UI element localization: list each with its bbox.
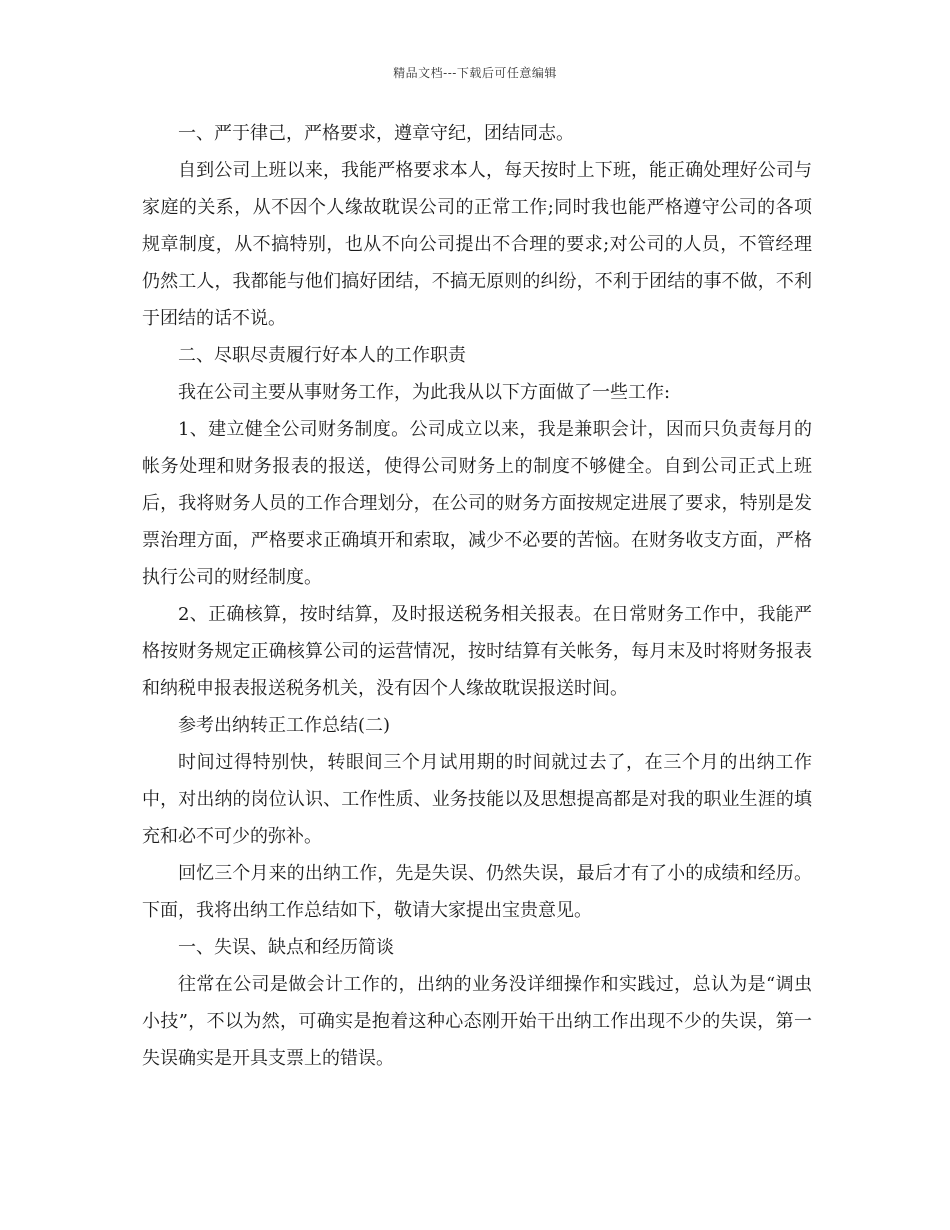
paragraph: 我在公司主要从事财务工作，为此我从以下方面做了一些工作:	[178, 382, 671, 403]
section-heading: 一、失误、缺点和经历简谈	[178, 937, 394, 958]
document-body	[142, 115, 812, 1077]
paragraph: 自到公司上班以来，我能严格要求本人，每天按时上下班，能正确处理好公司与家庭的关系，从不因个人缘故耽误公司的正常工作;同时我也能严格遵守公司的各项规章制度，从不搞特别，也从不向公司提出不合理的要求;对公司的人员，不管经理仍然工人，我都能与他们搞好团结，不搞无原则的纠纷，不利于团结的事不做，不利于团结的话不说。	[142, 160, 812, 329]
paragraph: 1、建立健全公司财务制度。公司成立以来，我是兼职会计，因而只负责每月的帐务处理和财务报表的报送，使得公司财务上的制度不够健全。自到公司正式上班后，我将财务人员的工作合理划分，在公司的财务方面按规定进展了要求，特别是发票治理方面，严格要求正确填开和索取，减少不必要的苦恼。在财务收支方面，严格执行公司的财经制度。	[142, 419, 812, 588]
section-title: 参考出纳转正工作总结(二)	[178, 715, 391, 736]
paragraph: 2、正确核算，按时结算，及时报送税务相关报表。在日常财务工作中，我能严格按财务规定正确核算公司的运营情况，按时结算有关帐务，每月末及时将财务报表和纳税申报表报送税务机关，没有因个人缘故耽误报送时间。	[142, 604, 812, 699]
paragraph: 时间过得特别快，转眼间三个月试用期的时间就过去了，在三个月的出纳工作中，对出纳的岗位认识、工作性质、业务技能以及思想提高都是对我的职业生涯的填充和必不可少的弥补。	[142, 752, 812, 847]
section-heading: 二、尽职尽责履行好本人的工作职责	[178, 345, 466, 366]
paragraph: 回忆三个月来的出纳工作，先是失误、仍然失误，最后才有了小的成绩和经历。下面，我将出纳工作总结如下，敬请大家提出宝贵意见。	[142, 863, 812, 921]
page-header: 精品文档---下载后可任意编辑	[393, 66, 557, 80]
section-heading: 一、严于律己，严格要求，遵章守纪，团结同志。	[178, 123, 574, 144]
paragraph: 往常在公司是做会计工作的，出纳的业务没详细操作和实践过，总认为是“调虫小技”，不以为然，可确实是抱着这种心态刚开始干出纳工作出现不少的失误，第一失误确实是开具支票上的错误。	[142, 974, 812, 1069]
